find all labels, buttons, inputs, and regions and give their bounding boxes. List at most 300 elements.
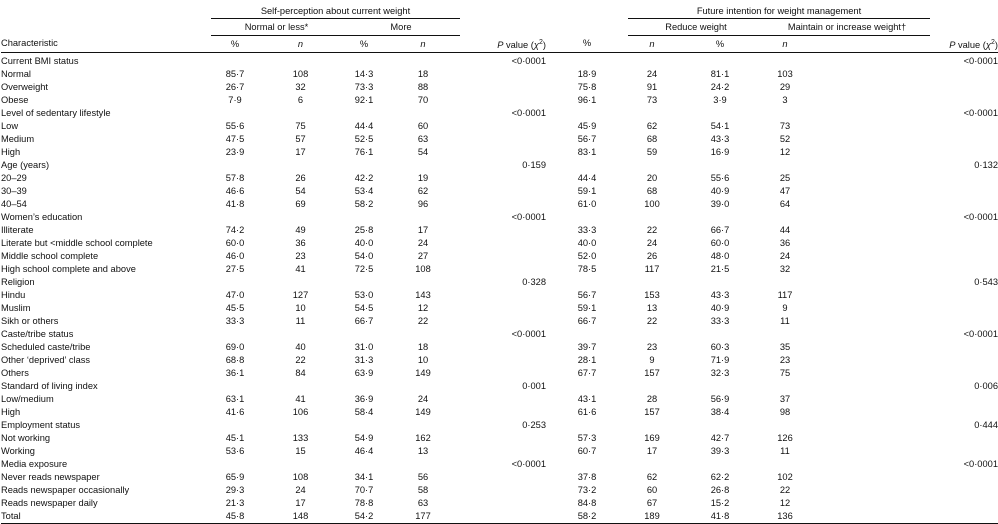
cell-more-pct: 73·3 bbox=[354, 82, 374, 92]
row-label: Low bbox=[1, 121, 19, 131]
empty-cell bbox=[342, 159, 386, 172]
cell-reduce-n: 153 bbox=[644, 290, 660, 300]
cell-normal-pct: 41·6 bbox=[225, 407, 245, 417]
table-row bbox=[1, 393, 998, 406]
cell-normal-pct: 36·1 bbox=[225, 368, 245, 378]
cell-maintain-pct: 38·4 bbox=[710, 407, 730, 417]
cell-normal-pct: 23·9 bbox=[225, 147, 245, 157]
section-header-row bbox=[1, 380, 998, 393]
empty-cell bbox=[930, 185, 998, 198]
row-label: Medium bbox=[1, 134, 35, 144]
p-value-self-perception: <0·0001 bbox=[511, 108, 546, 118]
cell-reduce-pct: 56·7 bbox=[577, 134, 597, 144]
cell-more-pct: 36·9 bbox=[354, 394, 374, 404]
empty-cell bbox=[930, 146, 998, 159]
empty-cell bbox=[460, 263, 546, 276]
empty-cell bbox=[676, 380, 764, 393]
empty-cell bbox=[211, 107, 259, 120]
cell-more-n: 22 bbox=[417, 316, 429, 326]
empty-cell bbox=[259, 159, 342, 172]
p-value-future-intention: 0·006 bbox=[974, 381, 998, 391]
table-row bbox=[1, 341, 998, 354]
empty-cell bbox=[676, 159, 764, 172]
cell-more-n: 149 bbox=[415, 407, 431, 417]
cell-maintain-n: 36 bbox=[779, 238, 791, 248]
empty-cell bbox=[460, 120, 546, 133]
row-label: Obese bbox=[1, 95, 29, 105]
cell-normal-n: 108 bbox=[292, 472, 309, 482]
empty-cell bbox=[460, 367, 546, 380]
cell-more-pct: 53·4 bbox=[354, 186, 374, 196]
row-label: Sikh or others bbox=[1, 316, 59, 326]
cell-maintain-n: 32 bbox=[779, 264, 791, 274]
cell-more-pct: 44·4 bbox=[354, 121, 374, 131]
cell-normal-pct: 55·6 bbox=[225, 121, 245, 131]
cell-reduce-n: 60 bbox=[646, 485, 658, 495]
empty-cell bbox=[460, 198, 546, 211]
cell-reduce-n: 17 bbox=[646, 446, 658, 456]
empty-cell bbox=[930, 432, 998, 445]
cell-more-n: 149 bbox=[415, 368, 431, 378]
cell-maintain-n: 24 bbox=[779, 251, 791, 261]
cell-more-pct: 66·7 bbox=[354, 316, 374, 326]
table-row bbox=[1, 94, 998, 107]
cell-more-pct: 72·5 bbox=[354, 264, 374, 274]
total-normal-pct: 45·8 bbox=[211, 510, 259, 524]
p-value-self-perception: <0·0001 bbox=[511, 459, 546, 469]
p-value-self-perception: <0·0001 bbox=[511, 212, 546, 222]
empty-cell bbox=[460, 445, 546, 458]
cell-maintain-n: 35 bbox=[779, 342, 791, 352]
cell-maintain-pct: 43·3 bbox=[710, 290, 730, 300]
row-label: High bbox=[1, 407, 21, 417]
cell-more-pct: 52·5 bbox=[354, 134, 374, 144]
total-more-n: 177 bbox=[386, 510, 460, 524]
cell-normal-n: 108 bbox=[292, 69, 309, 79]
cell-reduce-pct: 40·0 bbox=[577, 238, 597, 248]
table-row bbox=[1, 198, 998, 211]
cell-maintain-pct: 15·2 bbox=[710, 498, 730, 508]
empty-cell bbox=[460, 406, 546, 419]
empty-cell bbox=[806, 354, 930, 367]
empty-cell bbox=[460, 68, 546, 81]
cell-reduce-n: 68 bbox=[646, 186, 658, 196]
empty-cell bbox=[930, 471, 998, 484]
table-row bbox=[1, 484, 998, 497]
empty-cell bbox=[546, 458, 628, 471]
empty-cell bbox=[342, 55, 386, 68]
empty-cell bbox=[806, 120, 930, 133]
cell-reduce-pct: 83·1 bbox=[577, 147, 597, 157]
cell-reduce-pct: 61·6 bbox=[577, 407, 597, 417]
section-title: Women’s education bbox=[1, 212, 83, 222]
cell-maintain-pct: 60·3 bbox=[710, 342, 730, 352]
cell-more-pct: 42·2 bbox=[354, 173, 374, 183]
cell-maintain-n: 9 bbox=[782, 303, 788, 313]
cell-normal-pct: 68·8 bbox=[225, 355, 245, 365]
empty-cell bbox=[460, 484, 546, 497]
cell-more-pct: 31·0 bbox=[354, 342, 374, 352]
empty-cell bbox=[806, 484, 930, 497]
cell-normal-pct: 21·3 bbox=[225, 498, 245, 508]
cell-reduce-n: 91 bbox=[646, 82, 658, 92]
empty-cell bbox=[342, 380, 386, 393]
cell-reduce-n: 62 bbox=[646, 472, 658, 482]
header-row-subgroups bbox=[1, 19, 998, 36]
p-value-self-perception: 0·001 bbox=[522, 381, 546, 391]
header-pvalue: P value $(\chi^2)$ bbox=[460, 36, 546, 53]
cell-more-n: 96 bbox=[417, 199, 429, 209]
cell-reduce-n: 22 bbox=[646, 225, 658, 235]
cell-normal-pct: 7·9 bbox=[228, 95, 242, 105]
empty-cell bbox=[930, 263, 998, 276]
empty-cell bbox=[259, 458, 342, 471]
cell-maintain-n: 22 bbox=[779, 485, 791, 495]
cell-reduce-pct: 84·8 bbox=[577, 498, 597, 508]
cell-reduce-n: 157 bbox=[644, 407, 660, 417]
total-normal-n: 148 bbox=[259, 510, 342, 524]
empty-cell bbox=[342, 276, 386, 289]
empty-cell bbox=[806, 94, 930, 107]
cell-maintain-pct: 16·9 bbox=[710, 147, 730, 157]
empty-cell bbox=[386, 458, 460, 471]
empty-cell bbox=[806, 276, 930, 289]
cell-reduce-pct: 43·1 bbox=[577, 394, 597, 404]
table-row bbox=[1, 146, 998, 159]
section-header-row bbox=[1, 276, 998, 289]
cell-maintain-pct: 21·5 bbox=[710, 264, 730, 274]
p-value-future-intention: <0·0001 bbox=[963, 212, 998, 222]
cell-more-n: 60 bbox=[417, 121, 429, 131]
p-value-self-perception: <0·0001 bbox=[511, 56, 546, 66]
table-row bbox=[1, 367, 998, 380]
cell-more-n: 58 bbox=[417, 485, 429, 495]
empty-cell bbox=[259, 107, 342, 120]
empty-cell bbox=[806, 55, 930, 68]
empty-cell bbox=[806, 146, 930, 159]
cell-normal-n: 23 bbox=[295, 251, 306, 261]
empty-cell bbox=[930, 315, 998, 328]
table-row bbox=[1, 315, 998, 328]
header-sub-normal: Normal or less* bbox=[211, 19, 342, 36]
table-row bbox=[1, 289, 998, 302]
cell-maintain-n: 47 bbox=[779, 186, 791, 196]
cell-more-n: 63 bbox=[417, 498, 429, 508]
total-row bbox=[1, 510, 998, 524]
empty-cell bbox=[676, 458, 764, 471]
cell-reduce-pct: 39·7 bbox=[577, 342, 597, 352]
empty-cell bbox=[386, 211, 460, 224]
cell-maintain-n: 126 bbox=[777, 433, 793, 443]
empty-cell bbox=[806, 172, 930, 185]
section-header-row bbox=[1, 419, 998, 432]
cell-reduce-pct: 28·1 bbox=[577, 355, 597, 365]
cell-maintain-n: 117 bbox=[777, 290, 793, 300]
section-title: Age (years) bbox=[1, 160, 50, 170]
table-body bbox=[1, 0, 998, 524]
empty-cell bbox=[460, 133, 546, 146]
cell-maintain-pct: 26·8 bbox=[710, 485, 730, 495]
empty-cell bbox=[676, 276, 764, 289]
table-row bbox=[1, 406, 998, 419]
empty-cell bbox=[930, 497, 998, 510]
empty-cell bbox=[342, 328, 386, 341]
cell-normal-n: 41 bbox=[295, 264, 306, 274]
cell-maintain-n: 73 bbox=[779, 121, 791, 131]
cell-normal-pct: 85·7 bbox=[225, 69, 245, 79]
empty-cell bbox=[806, 68, 930, 81]
cell-normal-pct: 45·1 bbox=[225, 433, 245, 443]
cell-more-n: 19 bbox=[417, 173, 429, 183]
cell-normal-pct: 45·5 bbox=[225, 303, 245, 313]
empty-cell bbox=[930, 367, 998, 380]
header-n: n bbox=[420, 38, 426, 49]
empty-cell bbox=[342, 211, 386, 224]
total-more-pct: 54·2 bbox=[342, 510, 386, 524]
cell-more-n: 162 bbox=[415, 433, 431, 443]
cell-maintain-n: 44 bbox=[779, 225, 791, 235]
cell-more-pct: 76·1 bbox=[354, 147, 374, 157]
section-header-row bbox=[1, 458, 998, 471]
cell-normal-n: 32 bbox=[295, 82, 306, 92]
cell-maintain-pct: 24·2 bbox=[710, 82, 730, 92]
empty-cell bbox=[676, 55, 764, 68]
empty-cell bbox=[628, 419, 676, 432]
header-group-self-perception: Self-perception about current weight bbox=[211, 4, 460, 19]
empty-cell bbox=[764, 276, 806, 289]
cell-maintain-pct: 39·3 bbox=[710, 446, 730, 456]
empty-cell bbox=[546, 380, 628, 393]
cell-reduce-pct: 37·8 bbox=[577, 472, 597, 482]
cell-maintain-n: 12 bbox=[779, 147, 791, 157]
empty-cell bbox=[806, 432, 930, 445]
empty-cell bbox=[460, 354, 546, 367]
cell-more-pct: 92·1 bbox=[354, 95, 374, 105]
table-row bbox=[1, 432, 998, 445]
section-title: Standard of living index bbox=[1, 381, 98, 391]
row-label: Hindu bbox=[1, 290, 26, 300]
row-label: High school complete and above bbox=[1, 264, 136, 274]
empty-cell bbox=[460, 341, 546, 354]
empty-cell bbox=[806, 419, 930, 432]
empty-cell bbox=[342, 107, 386, 120]
cell-reduce-pct: 33·3 bbox=[577, 225, 597, 235]
cell-reduce-n: 67 bbox=[646, 498, 658, 508]
section-header-row bbox=[1, 55, 998, 68]
empty-cell bbox=[259, 211, 342, 224]
cell-maintain-n: 102 bbox=[777, 472, 793, 482]
cell-normal-pct: 46·6 bbox=[225, 186, 245, 196]
cell-maintain-n: 52 bbox=[779, 134, 791, 144]
cell-reduce-pct: 78·5 bbox=[577, 264, 597, 274]
empty-cell bbox=[460, 432, 546, 445]
cell-more-pct: 54·0 bbox=[354, 251, 374, 261]
cell-reduce-n: 26 bbox=[646, 251, 658, 261]
row-label: Other ‘deprived’ class bbox=[1, 355, 91, 365]
cell-maintain-n: 37 bbox=[779, 394, 791, 404]
cell-maintain-pct: 71·9 bbox=[710, 355, 730, 365]
header-row-columns bbox=[1, 36, 998, 53]
empty-cell bbox=[930, 94, 998, 107]
empty-cell bbox=[628, 458, 676, 471]
cell-maintain-pct: 48·0 bbox=[710, 251, 730, 261]
row-label: Others bbox=[1, 368, 29, 378]
p-value-future-intention: <0·0001 bbox=[963, 459, 998, 469]
cell-more-pct: 58·2 bbox=[354, 199, 374, 209]
cell-reduce-pct: 61·0 bbox=[577, 199, 597, 209]
p-value-future-intention: 0·543 bbox=[974, 277, 998, 287]
empty-cell bbox=[806, 107, 930, 120]
empty-cell bbox=[930, 484, 998, 497]
row-label: Not working bbox=[1, 433, 51, 443]
cell-normal-n: 24 bbox=[295, 485, 306, 495]
cell-normal-pct: 69·0 bbox=[225, 342, 245, 352]
empty-cell bbox=[930, 445, 998, 458]
empty-cell bbox=[764, 328, 806, 341]
empty-cell bbox=[211, 55, 259, 68]
cell-maintain-n: 3 bbox=[782, 95, 788, 105]
cell-normal-pct: 26·7 bbox=[225, 82, 245, 92]
cell-normal-n: 10 bbox=[295, 303, 306, 313]
empty-cell bbox=[764, 458, 806, 471]
empty-cell bbox=[386, 55, 460, 68]
cell-reduce-pct: 59·1 bbox=[577, 186, 597, 196]
header-pct: % bbox=[342, 36, 386, 53]
empty-cell bbox=[546, 107, 628, 120]
total-label: Total bbox=[1, 510, 211, 524]
empty-cell bbox=[460, 172, 546, 185]
cell-reduce-pct: 18·9 bbox=[577, 69, 597, 79]
table-row bbox=[1, 120, 998, 133]
cell-normal-pct: 46·0 bbox=[225, 251, 245, 261]
cell-more-pct: 54·5 bbox=[354, 303, 374, 313]
empty-cell bbox=[460, 315, 546, 328]
empty-cell bbox=[211, 276, 259, 289]
cell-normal-pct: 47·5 bbox=[225, 134, 245, 144]
cell-more-n: 12 bbox=[417, 303, 429, 313]
empty-cell bbox=[460, 146, 546, 159]
section-header-row bbox=[1, 107, 998, 120]
cell-normal-n: 15 bbox=[295, 446, 306, 456]
cell-maintain-n: 75 bbox=[779, 368, 791, 378]
empty-cell bbox=[806, 393, 930, 406]
cell-normal-n: 36 bbox=[295, 238, 306, 248]
row-label: 30–39 bbox=[1, 186, 27, 196]
empty-cell bbox=[628, 276, 676, 289]
empty-cell bbox=[806, 250, 930, 263]
cell-more-n: 88 bbox=[417, 82, 429, 92]
total-reduce-n: 189 bbox=[628, 510, 676, 524]
table-row bbox=[1, 237, 998, 250]
empty-cell bbox=[764, 380, 806, 393]
empty-cell bbox=[546, 211, 628, 224]
empty-cell bbox=[930, 133, 998, 146]
cell-normal-n: 17 bbox=[295, 147, 306, 157]
cell-maintain-pct: 40·9 bbox=[710, 303, 730, 313]
table-row bbox=[1, 302, 998, 315]
cell-reduce-pct: 56·7 bbox=[577, 290, 597, 300]
row-label: 20–29 bbox=[1, 173, 27, 183]
empty-cell bbox=[930, 510, 998, 524]
cell-reduce-pct: 59·1 bbox=[577, 303, 597, 313]
cell-reduce-pct: 67·7 bbox=[577, 368, 597, 378]
cell-maintain-pct: 54·1 bbox=[710, 121, 730, 131]
empty-cell bbox=[806, 315, 930, 328]
section-title: Employment status bbox=[1, 420, 81, 430]
empty-cell bbox=[259, 276, 342, 289]
empty-cell bbox=[386, 159, 460, 172]
cell-reduce-pct: 73·2 bbox=[577, 485, 597, 495]
cell-reduce-n: 100 bbox=[644, 199, 660, 209]
table-row bbox=[1, 263, 998, 276]
cell-normal-n: 22 bbox=[295, 355, 306, 365]
empty-cell bbox=[806, 198, 930, 211]
row-label: Normal bbox=[1, 69, 31, 79]
p-value-self-perception: 0·253 bbox=[522, 420, 546, 430]
cell-more-n: 13 bbox=[417, 446, 429, 456]
table-row bbox=[1, 354, 998, 367]
cell-more-n: 10 bbox=[417, 355, 429, 365]
row-label: Working bbox=[1, 446, 35, 456]
cell-normal-pct: 33·3 bbox=[225, 316, 245, 326]
table-row bbox=[1, 172, 998, 185]
cell-reduce-n: 59 bbox=[646, 147, 658, 157]
table-row bbox=[1, 250, 998, 263]
p-value-self-perception: 0·159 bbox=[522, 160, 546, 170]
empty-cell bbox=[211, 380, 259, 393]
total-reduce-pct: 58·2 bbox=[546, 510, 628, 524]
cell-maintain-pct: 81·1 bbox=[710, 69, 730, 79]
header-n: n bbox=[782, 38, 788, 49]
p-value-future-intention: <0·0001 bbox=[963, 108, 998, 118]
empty-cell bbox=[460, 471, 546, 484]
cell-more-pct: 78·8 bbox=[354, 498, 374, 508]
cell-normal-n: 26 bbox=[295, 173, 306, 183]
empty-cell bbox=[676, 211, 764, 224]
empty-cell bbox=[460, 81, 546, 94]
empty-cell bbox=[676, 107, 764, 120]
cell-more-pct: 54·9 bbox=[354, 433, 374, 443]
cell-maintain-pct: 55·6 bbox=[710, 173, 730, 183]
cell-normal-n: 41 bbox=[295, 394, 306, 404]
cell-normal-pct: 47·0 bbox=[225, 290, 245, 300]
empty-cell bbox=[211, 419, 259, 432]
header-pct: % bbox=[211, 36, 259, 53]
empty-cell bbox=[460, 393, 546, 406]
empty-cell bbox=[806, 224, 930, 237]
cell-more-pct: 53·0 bbox=[354, 290, 374, 300]
cell-normal-n: 133 bbox=[292, 433, 309, 443]
cell-more-n: 54 bbox=[417, 147, 429, 157]
section-title: Current BMI status bbox=[1, 56, 79, 66]
cell-reduce-n: 28 bbox=[646, 394, 658, 404]
cell-normal-n: 75 bbox=[295, 121, 306, 131]
cell-more-pct: 63·9 bbox=[354, 368, 374, 378]
empty-cell bbox=[806, 328, 930, 341]
cell-normal-n: 127 bbox=[292, 290, 309, 300]
cell-more-pct: 25·8 bbox=[354, 225, 374, 235]
empty-cell bbox=[930, 250, 998, 263]
row-label: Reads newspaper daily bbox=[1, 498, 98, 508]
cell-normal-pct: 65·9 bbox=[225, 472, 245, 482]
empty-cell bbox=[628, 55, 676, 68]
empty-cell bbox=[930, 81, 998, 94]
cell-maintain-pct: 62·2 bbox=[710, 472, 730, 482]
header-pct: % bbox=[676, 36, 764, 53]
cell-maintain-pct: 32·3 bbox=[710, 368, 730, 378]
empty-cell bbox=[806, 289, 930, 302]
table-row bbox=[1, 185, 998, 198]
